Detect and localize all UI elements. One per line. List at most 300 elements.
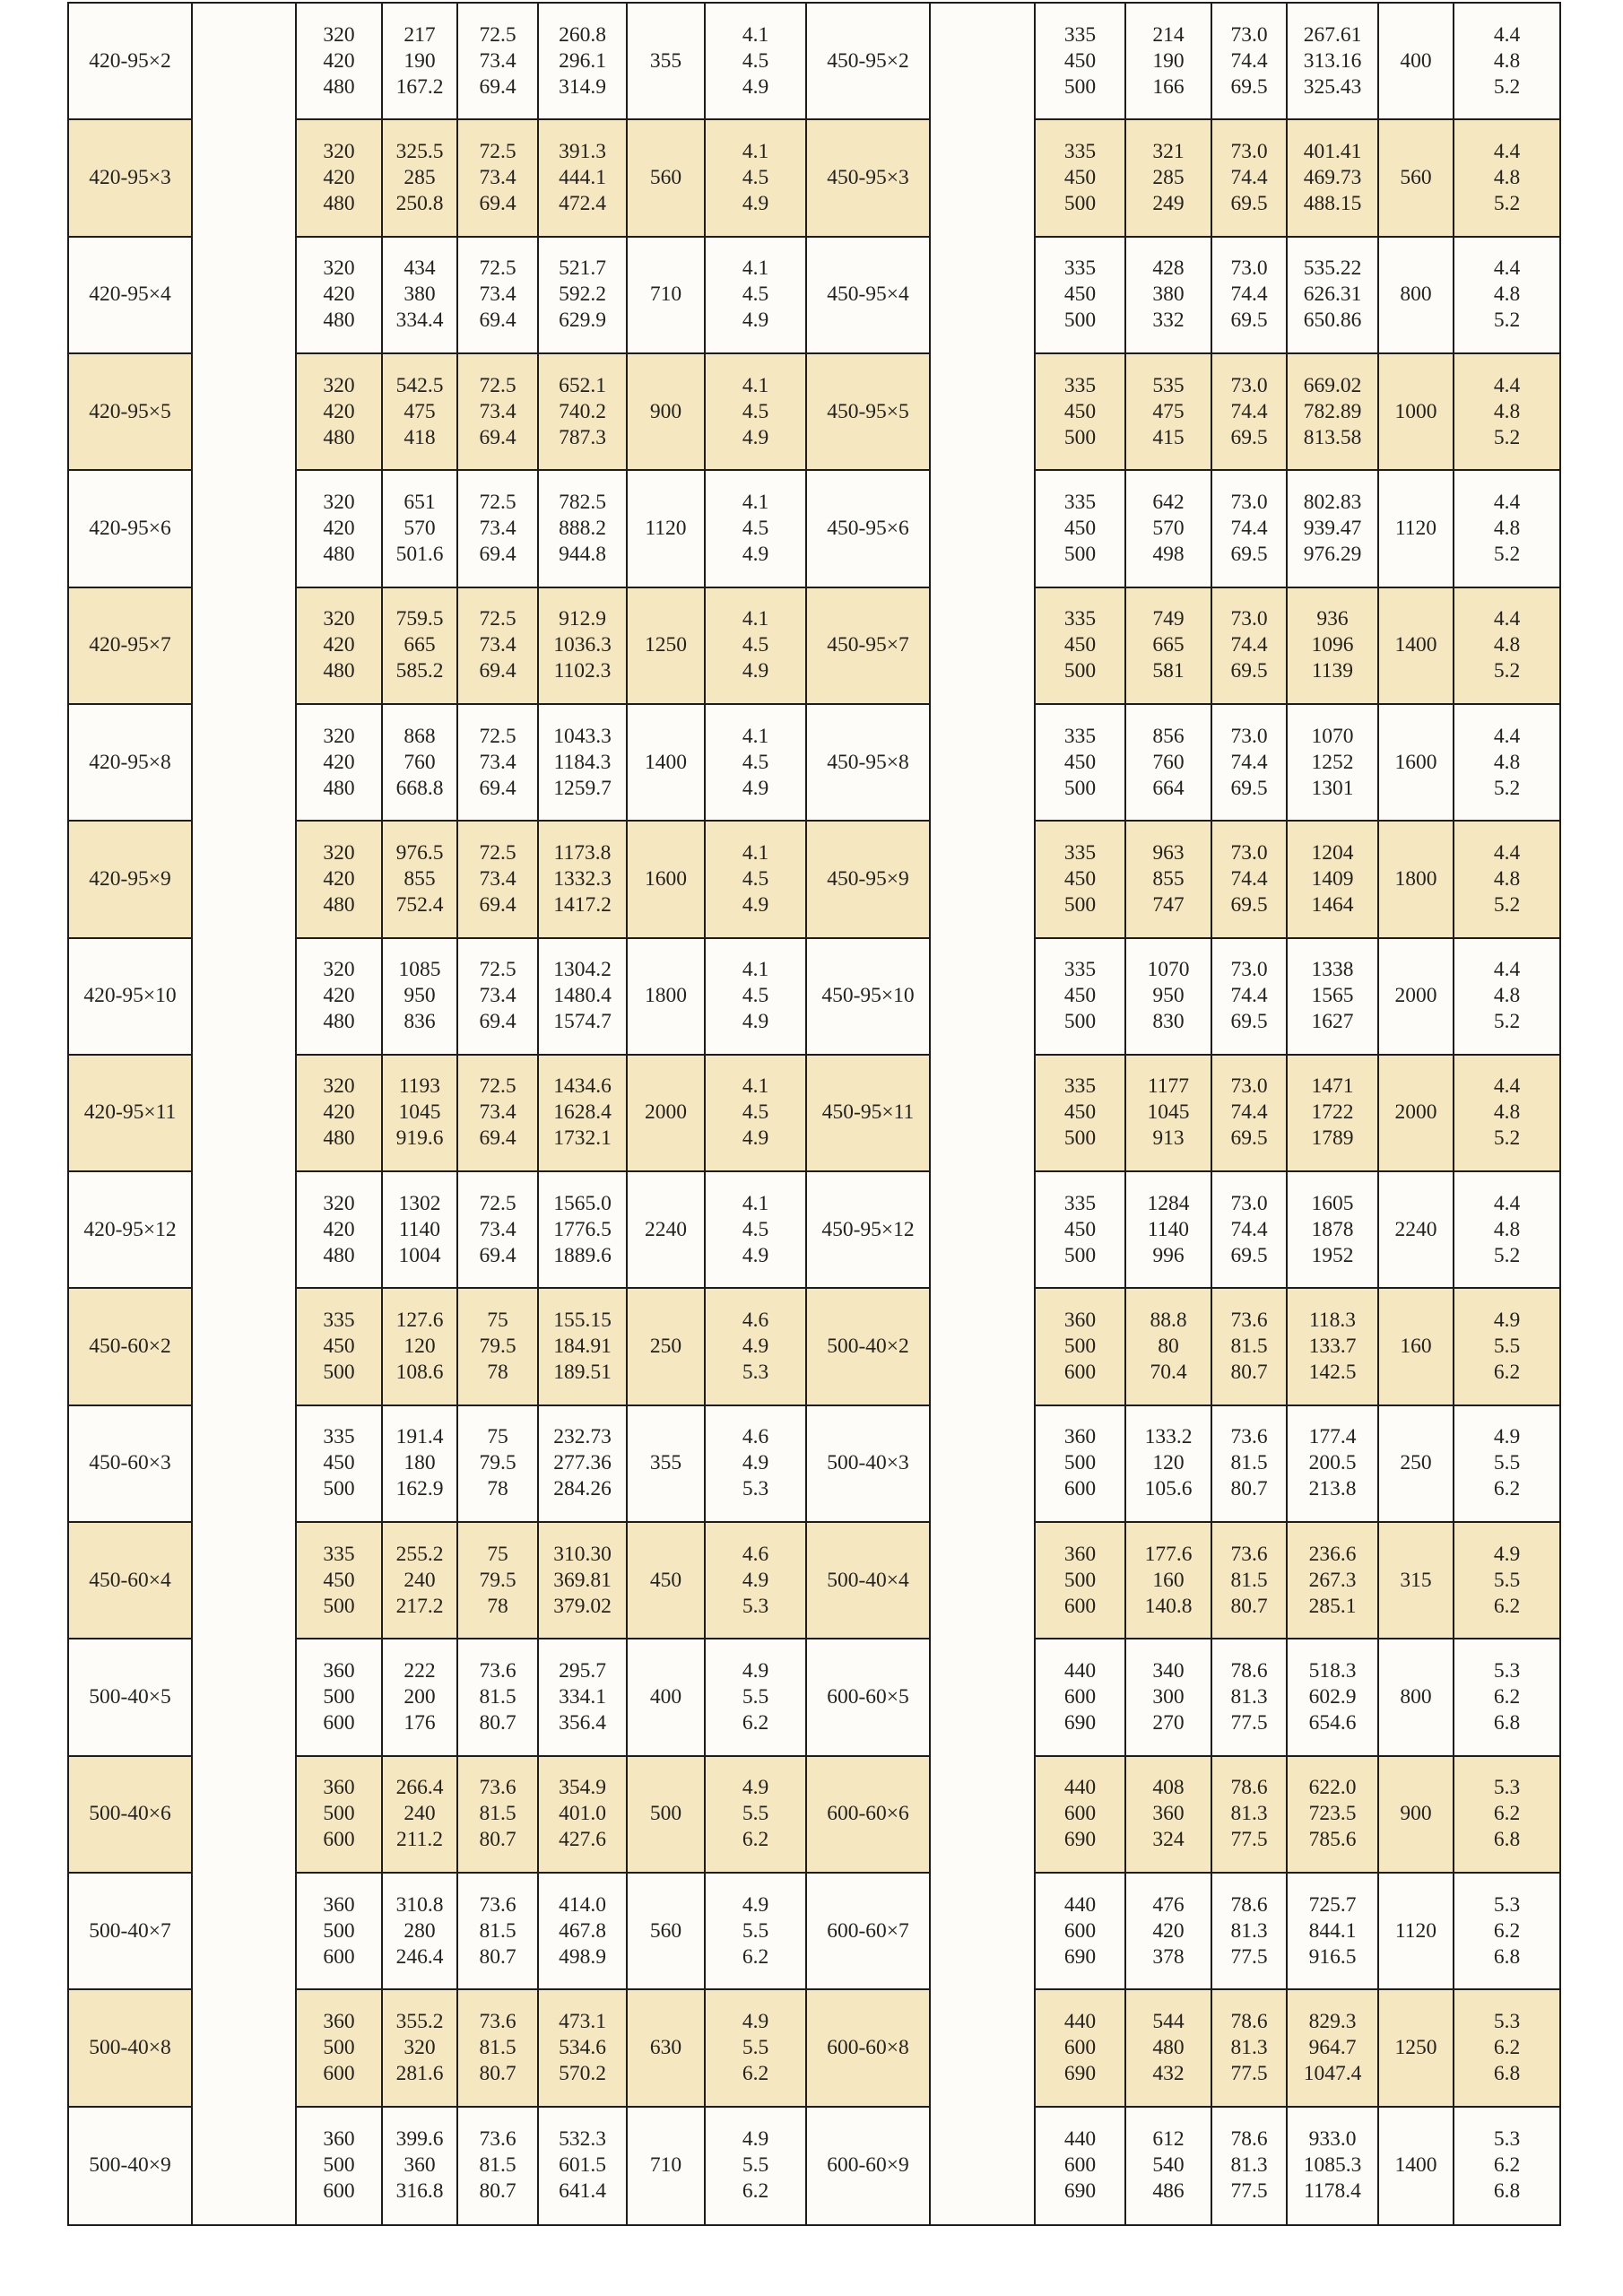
model-cell — [807, 1056, 931, 1172]
npsh-value: 5.3 — [1493, 1892, 1521, 1917]
head-cell — [1126, 1990, 1212, 2107]
power-value: 933.0 — [1308, 2127, 1357, 2152]
eta-value: 69.5 — [1230, 1010, 1268, 1034]
npsh-value: 5.5 — [1493, 1335, 1521, 1359]
h-value: 222 — [404, 1659, 436, 1683]
npsh-value: 6.8 — [1493, 1711, 1521, 1735]
power-value: 369.81 — [553, 1568, 612, 1592]
q-value: 335 — [1063, 724, 1097, 748]
power-value: 469.73 — [1303, 165, 1362, 189]
npsh-value: 4.5 — [742, 1217, 769, 1241]
eta-value: 77.5 — [1230, 1711, 1268, 1735]
head-cell — [383, 238, 458, 354]
npsh-value: 6.2 — [742, 1828, 769, 1852]
power-cell — [1288, 1757, 1379, 1874]
npsh-value: 4.8 — [1493, 1217, 1521, 1241]
eta-value: 73.4 — [479, 399, 516, 423]
h-value: 80 — [1158, 1335, 1179, 1359]
npsh-value: 5.3 — [1493, 1776, 1521, 1800]
motor-value: 1400 — [1394, 633, 1437, 657]
power-cell — [1288, 354, 1379, 471]
power-value: 379.02 — [553, 1594, 612, 1618]
power-cell — [1288, 1056, 1379, 1172]
npsh-value: 4.1 — [742, 257, 769, 281]
power-value: 912.9 — [559, 607, 606, 631]
npsh-value: 5.2 — [1493, 659, 1521, 683]
h-value: 540 — [1152, 2153, 1185, 2178]
npsh-value: 4.9 — [1493, 1309, 1521, 1333]
h-value: 281.6 — [395, 2062, 444, 2086]
power-cell — [1288, 1523, 1379, 1639]
power-value: 1417.2 — [553, 892, 612, 917]
eta-value: 79.5 — [479, 1451, 516, 1475]
h-value: 1085 — [398, 958, 441, 982]
power-cell — [1288, 238, 1379, 354]
motor-power-cell — [1379, 1990, 1454, 2107]
npsh-value: 5.5 — [742, 2036, 769, 2060]
power-value: 1878 — [1311, 1217, 1354, 1241]
npsh-value: 5.2 — [1493, 1126, 1521, 1151]
power-value: 602.9 — [1308, 1685, 1357, 1709]
motor-value: 250 — [1400, 1451, 1432, 1475]
eta-value: 74.4 — [1230, 48, 1268, 73]
motor-value: 710 — [649, 2153, 682, 2178]
model-value: 500-40×6 — [89, 1802, 171, 1826]
q-value: 500 — [1063, 542, 1097, 566]
h-value: 380 — [404, 283, 436, 307]
head-cell — [1126, 1056, 1212, 1172]
model-value: 600-60×7 — [827, 1918, 909, 1943]
power-value: 310.30 — [553, 1542, 612, 1566]
power-value: 936 — [1316, 607, 1349, 631]
eta-value: 73.0 — [1230, 1191, 1268, 1215]
motor-value: 500 — [649, 1802, 682, 1826]
eta-value: 74.4 — [1230, 1217, 1268, 1241]
npsh-value: 6.2 — [742, 2062, 769, 2086]
motor-value: 1600 — [645, 866, 687, 891]
h-value: 950 — [404, 984, 436, 1008]
eta-value: 69.4 — [479, 74, 516, 99]
efficiency-cell — [458, 354, 539, 471]
q-value: 480 — [323, 74, 355, 99]
motor-power-cell — [628, 4, 706, 120]
q-value: 450 — [1063, 1100, 1097, 1125]
npsh-value: 4.4 — [1493, 373, 1521, 397]
power-value: 782.89 — [1303, 399, 1362, 423]
h-value: 360 — [404, 2153, 436, 2178]
h-value: 475 — [1152, 399, 1185, 423]
npsh-value: 6.2 — [1493, 1477, 1521, 1501]
h-value: 664 — [1152, 776, 1185, 800]
power-value: 1043.3 — [553, 724, 612, 748]
eta-value: 78 — [487, 1361, 508, 1385]
h-value: 160 — [1152, 1568, 1185, 1592]
power-value: 1304.2 — [553, 958, 612, 982]
model-cell — [69, 354, 193, 471]
model-cell — [69, 1523, 193, 1639]
power-value: 1204 — [1311, 840, 1354, 865]
npsh-cell — [706, 939, 807, 1056]
motor-power-cell — [628, 588, 706, 705]
model-value: 420-95×3 — [89, 165, 171, 189]
power-value: 534.6 — [559, 2036, 606, 2060]
flow-cell — [297, 1990, 383, 2107]
eta-value: 77.5 — [1230, 1944, 1268, 1969]
q-value: 500 — [323, 1361, 355, 1385]
flow-cell — [1036, 1172, 1126, 1289]
q-value: 480 — [323, 425, 355, 449]
motor-power-cell — [1379, 471, 1454, 587]
h-value: 428 — [1152, 257, 1185, 281]
model-value: 600-60×8 — [827, 2036, 909, 2060]
head-cell — [1126, 1874, 1212, 1990]
npsh-value: 5.2 — [1493, 542, 1521, 566]
eta-value: 69.5 — [1230, 74, 1268, 99]
eta-value: 81.3 — [1230, 1685, 1268, 1709]
power-value: 1732.1 — [553, 1126, 612, 1151]
q-value: 320 — [323, 724, 355, 748]
npsh-value: 5.5 — [742, 1802, 769, 1826]
flow-cell — [1036, 354, 1126, 471]
power-cell — [1288, 1874, 1379, 1990]
q-value: 600 — [1063, 1802, 1097, 1826]
npsh-value: 5.5 — [1493, 1568, 1521, 1592]
flow-cell — [297, 1172, 383, 1289]
npsh-value: 4.4 — [1493, 139, 1521, 163]
npsh-value: 4.5 — [742, 283, 769, 307]
power-cell — [1288, 705, 1379, 822]
model-value: 420-95×2 — [89, 48, 171, 73]
h-value: 380 — [1152, 283, 1185, 307]
q-value: 440 — [1063, 1659, 1097, 1683]
flow-cell — [1036, 1406, 1126, 1523]
h-value: 399.6 — [395, 2127, 444, 2152]
q-value: 480 — [323, 776, 355, 800]
head-cell — [383, 1757, 458, 1874]
eta-value: 73.6 — [1230, 1425, 1268, 1449]
motor-power-cell — [1379, 238, 1454, 354]
eta-value: 69.4 — [479, 892, 516, 917]
eta-value: 81.3 — [1230, 2036, 1268, 2060]
npsh-value: 4.5 — [742, 399, 769, 423]
power-value: 1139 — [1311, 659, 1354, 683]
npsh-value: 4.8 — [1493, 1100, 1521, 1125]
npsh-value: 4.9 — [742, 1892, 769, 1917]
motor-value: 160 — [1400, 1335, 1432, 1359]
h-value: 749 — [1152, 607, 1185, 631]
npsh-value: 4.5 — [742, 165, 769, 189]
power-cell — [539, 1406, 628, 1523]
power-value: 1173.8 — [553, 840, 612, 865]
motor-value: 1600 — [1394, 750, 1437, 774]
model-cell — [807, 1874, 931, 1990]
npsh-cell — [706, 1639, 807, 1756]
power-value: 1102.3 — [553, 659, 612, 683]
efficiency-cell — [458, 1874, 539, 1990]
q-value: 335 — [323, 1542, 355, 1566]
power-value: 601.5 — [559, 2153, 606, 2178]
q-value: 320 — [323, 1191, 355, 1215]
motor-power-cell — [1379, 2108, 1454, 2224]
eta-value: 73.6 — [479, 2127, 516, 2152]
eta-value: 69.5 — [1230, 425, 1268, 449]
npsh-value: 4.5 — [742, 516, 769, 540]
power-value: 277.36 — [553, 1451, 612, 1475]
q-value: 335 — [1063, 22, 1097, 47]
power-cell — [1288, 2108, 1379, 2224]
npsh-value: 5.3 — [742, 1361, 769, 1385]
eta-value: 78 — [487, 1477, 508, 1501]
h-value: 919.6 — [395, 1126, 444, 1151]
h-value: 176 — [404, 1711, 436, 1735]
h-value: 340 — [1152, 1659, 1185, 1683]
eta-value: 72.5 — [479, 1191, 516, 1215]
h-value: 325.5 — [395, 139, 444, 163]
eta-value: 72.5 — [479, 373, 516, 397]
power-value: 622.0 — [1308, 1776, 1357, 1800]
npsh-cell — [706, 1172, 807, 1289]
q-value: 420 — [323, 48, 355, 73]
h-value: 1177 — [1147, 1074, 1190, 1099]
h-value: 190 — [404, 48, 436, 73]
q-value: 335 — [1063, 139, 1097, 163]
power-cell — [1288, 1990, 1379, 2107]
npsh-value: 4.1 — [742, 139, 769, 163]
npsh-cell — [1454, 1990, 1559, 2107]
motor-value: 400 — [1400, 48, 1432, 73]
eta-value: 69.4 — [479, 1126, 516, 1151]
eta-value: 81.5 — [479, 1685, 516, 1709]
npsh-value: 4.4 — [1493, 490, 1521, 514]
npsh-value: 6.2 — [1493, 1685, 1521, 1709]
power-value: 267.3 — [1308, 1568, 1357, 1592]
power-value: 535.22 — [1303, 257, 1362, 281]
npsh-cell — [706, 1990, 807, 2107]
power-value: 1628.4 — [553, 1100, 612, 1125]
model-cell — [69, 120, 193, 237]
head-cell — [383, 705, 458, 822]
head-cell — [1126, 354, 1212, 471]
flow-cell — [1036, 2108, 1126, 2224]
power-value: 232.73 — [553, 1425, 612, 1449]
q-value: 450 — [323, 1568, 355, 1592]
motor-power-cell — [1379, 822, 1454, 938]
eta-value: 80.7 — [479, 2179, 516, 2204]
npsh-value: 4.4 — [1493, 840, 1521, 865]
eta-value: 78 — [487, 1594, 508, 1618]
power-value: 296.1 — [559, 48, 606, 73]
head-cell — [383, 120, 458, 237]
motor-value: 710 — [649, 283, 682, 307]
model-cell — [807, 588, 931, 705]
h-value: 166 — [1152, 74, 1185, 99]
npsh-value: 4.9 — [742, 425, 769, 449]
model-cell — [69, 1289, 193, 1405]
npsh-cell — [1454, 1406, 1559, 1523]
eta-value: 69.5 — [1230, 309, 1268, 333]
q-value: 335 — [1063, 840, 1097, 865]
h-value: 108.6 — [395, 1361, 444, 1385]
eta-value: 73.4 — [479, 48, 516, 73]
flow-cell — [297, 1874, 383, 1990]
q-value: 600 — [1063, 1361, 1097, 1385]
flow-cell — [1036, 4, 1126, 120]
npsh-cell — [706, 1289, 807, 1405]
npsh-cell — [706, 471, 807, 587]
model-value: 420-95×8 — [89, 750, 171, 774]
efficiency-cell — [458, 1172, 539, 1289]
motor-value: 1120 — [1394, 1918, 1437, 1943]
q-value: 420 — [323, 750, 355, 774]
power-value: 473.1 — [559, 2010, 606, 2034]
power-value: 844.1 — [1308, 1918, 1357, 1943]
q-value: 500 — [323, 1802, 355, 1826]
power-value: 1722 — [1311, 1100, 1354, 1125]
eta-value: 73.6 — [479, 1776, 516, 1800]
power-value: 118.3 — [1308, 1309, 1356, 1333]
eta-value: 73.0 — [1230, 22, 1268, 47]
eta-value: 74.4 — [1230, 399, 1268, 423]
q-value: 420 — [323, 633, 355, 657]
power-value: 1605 — [1311, 1191, 1354, 1215]
npsh-cell — [1454, 4, 1559, 120]
head-cell — [1126, 1639, 1212, 1756]
eta-value: 77.5 — [1230, 1828, 1268, 1852]
npsh-value: 5.5 — [742, 1685, 769, 1709]
h-value: 486 — [1152, 2179, 1185, 2204]
q-value: 420 — [323, 516, 355, 540]
head-cell — [1126, 939, 1212, 1056]
flow-cell — [297, 588, 383, 705]
npsh-value: 4.9 — [742, 892, 769, 917]
power-cell — [1288, 1172, 1379, 1289]
power-value: 1259.7 — [553, 776, 612, 800]
h-value: 498 — [1152, 542, 1185, 566]
npsh-value: 4.5 — [742, 984, 769, 1008]
power-value: 669.02 — [1303, 373, 1362, 397]
power-value: 1434.6 — [553, 1074, 612, 1099]
head-cell — [1126, 1172, 1212, 1289]
motor-power-cell — [1379, 1874, 1454, 1990]
npsh-cell — [1454, 2108, 1559, 2224]
head-cell — [1126, 1406, 1212, 1523]
eta-value: 73.4 — [479, 1217, 516, 1241]
model-value: 450-95×11 — [821, 1100, 915, 1125]
h-value: 360 — [1152, 1802, 1185, 1826]
eta-value: 69.5 — [1230, 191, 1268, 215]
model-value: 420-95×4 — [89, 283, 171, 307]
model-cell — [807, 1990, 931, 2107]
npsh-value: 6.2 — [1493, 1802, 1521, 1826]
motor-value: 900 — [1400, 1802, 1432, 1826]
h-value: 651 — [404, 490, 436, 514]
npsh-value: 6.2 — [742, 1944, 769, 1969]
npsh-value: 4.9 — [1493, 1542, 1521, 1566]
npsh-value: 5.5 — [742, 2153, 769, 2178]
h-value: 162.9 — [395, 1477, 444, 1501]
eta-value: 69.4 — [479, 542, 516, 566]
h-value: 830 — [1152, 1010, 1185, 1034]
h-value: 217 — [404, 22, 436, 47]
efficiency-cell — [1212, 2108, 1288, 2224]
q-value: 600 — [1063, 1918, 1097, 1943]
power-value: 1085.3 — [1303, 2153, 1362, 2178]
flow-cell — [297, 1406, 383, 1523]
power-value: 488.15 — [1303, 191, 1362, 215]
q-value: 500 — [1063, 1451, 1097, 1475]
h-value: 240 — [404, 1802, 436, 1826]
model-cell — [69, 1990, 193, 2107]
npsh-value: 5.3 — [742, 1477, 769, 1501]
motor-power-cell — [628, 1639, 706, 1756]
h-value: 408 — [1152, 1776, 1185, 1800]
h-value: 321 — [1152, 139, 1185, 163]
eta-value: 81.5 — [479, 2036, 516, 2060]
flow-cell — [297, 1056, 383, 1172]
h-value: 334.4 — [395, 309, 444, 333]
q-value: 480 — [323, 659, 355, 683]
q-value: 335 — [1063, 1074, 1097, 1099]
model-cell — [69, 1172, 193, 1289]
motor-value: 355 — [649, 1451, 682, 1475]
motor-power-cell — [628, 354, 706, 471]
motor-power-cell — [1379, 1523, 1454, 1639]
q-value: 500 — [1063, 1243, 1097, 1267]
flow-cell — [297, 2108, 383, 2224]
npsh-value: 5.3 — [1493, 1659, 1521, 1683]
npsh-value: 4.9 — [742, 309, 769, 333]
model-value: 420-95×12 — [83, 1217, 177, 1241]
head-cell — [383, 1639, 458, 1756]
npsh-value: 4.6 — [742, 1542, 769, 1566]
h-value: 355.2 — [395, 2010, 444, 2034]
npsh-cell — [706, 1523, 807, 1639]
model-value: 450-60×2 — [89, 1335, 171, 1359]
npsh-cell — [1454, 354, 1559, 471]
model-value: 420-95×11 — [83, 1100, 177, 1125]
h-value: 420 — [1152, 1918, 1185, 1943]
motor-power-cell — [1379, 1639, 1454, 1756]
h-value: 310.8 — [395, 1892, 444, 1917]
power-cell — [539, 588, 628, 705]
motor-power-cell — [628, 238, 706, 354]
model-cell — [69, 2108, 193, 2224]
motor-value: 1400 — [645, 750, 687, 774]
q-value: 335 — [1063, 490, 1097, 514]
power-value: 467.8 — [559, 1918, 606, 1943]
efficiency-cell — [1212, 4, 1288, 120]
npsh-value: 4.9 — [742, 191, 769, 215]
power-cell — [539, 471, 628, 587]
power-value: 1574.7 — [553, 1010, 612, 1034]
npsh-value: 4.5 — [742, 633, 769, 657]
eta-value: 72.5 — [479, 490, 516, 514]
eta-value: 80.7 — [479, 2062, 516, 2086]
eta-value: 78.6 — [1230, 1776, 1268, 1800]
motor-value: 315 — [1400, 1568, 1432, 1592]
power-value: 133.7 — [1308, 1335, 1357, 1359]
power-value: 155.15 — [553, 1309, 612, 1333]
npsh-value: 5.5 — [1493, 1451, 1521, 1475]
motor-value: 1120 — [1394, 516, 1437, 540]
motor-value: 800 — [1400, 283, 1432, 307]
eta-value: 73.4 — [479, 984, 516, 1008]
q-value: 360 — [1063, 1425, 1097, 1449]
motor-value: 250 — [649, 1335, 682, 1359]
q-value: 450 — [1063, 633, 1097, 657]
power-value: 518.3 — [1308, 1659, 1357, 1683]
flow-cell — [1036, 1289, 1126, 1405]
